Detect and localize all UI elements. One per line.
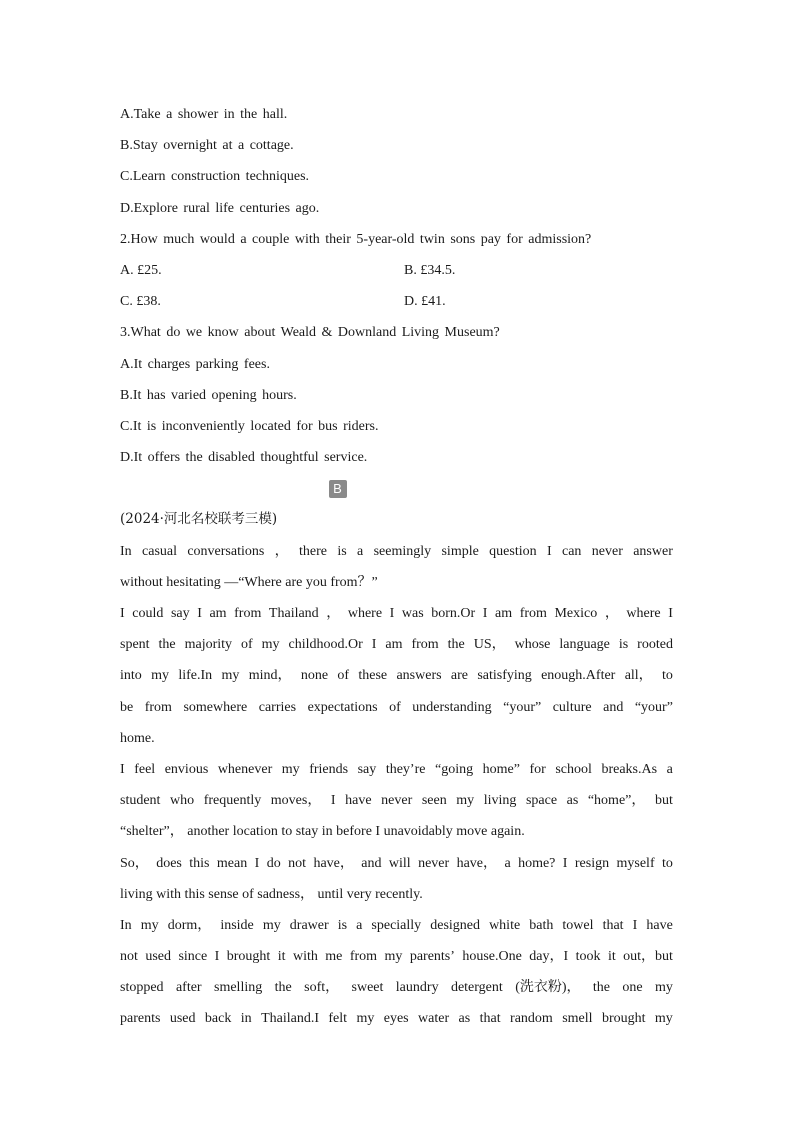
passage-word: water [418, 1011, 450, 1027]
passage-word: whenever [217, 761, 273, 777]
passage-word: answers [396, 668, 442, 684]
passage-word: say [357, 761, 377, 777]
passage-line [120, 598, 673, 629]
passage-word: one [622, 980, 643, 996]
passage-word: be [120, 699, 134, 715]
passage-word: after [175, 980, 202, 996]
passage-word: “home”， [587, 793, 646, 809]
passage-word: am [495, 606, 513, 621]
passage-word: for [529, 761, 546, 777]
passage-word: So， [120, 855, 149, 871]
passage-word: sweet [351, 980, 384, 996]
passage-word: can [561, 543, 582, 559]
passage-word: answer [633, 543, 673, 559]
passage-word: and [603, 699, 624, 715]
passage-word: all， [624, 668, 653, 684]
passage-word: I [371, 637, 377, 653]
q2-option-b: B. £34.5. [404, 262, 456, 278]
passage-word: myself [616, 855, 655, 871]
passage-word: space [525, 793, 558, 809]
passage-word: have， [313, 855, 354, 871]
passage-word: childhood.Or [288, 637, 363, 653]
passage-line: “shelter”， another location to stay in before I unavoidably move again. [120, 824, 525, 840]
passage-word: somewhere [183, 699, 248, 715]
passage-word: question [489, 543, 537, 559]
passage-word: (洗衣粉)， [515, 980, 581, 996]
passage-line: without hesitating —“Where are you from？” [120, 574, 378, 590]
passage-word: I [389, 606, 395, 621]
passage-word: from [411, 637, 439, 653]
passage-word: brought [601, 1011, 646, 1027]
passage-word: is [337, 917, 348, 933]
passage-word: white [489, 917, 521, 933]
passage-word: a [356, 917, 363, 933]
passage-word: me [325, 949, 343, 965]
passage-word: bath [529, 917, 554, 933]
passage-word: rooted [637, 637, 673, 653]
passage-word: say [170, 606, 190, 621]
passage-word: am [209, 606, 227, 621]
passage-word: do [266, 855, 281, 871]
passage-word: I [546, 543, 552, 559]
passage-word: my [281, 761, 300, 777]
passage-line [120, 1003, 673, 1034]
passage-word: enough.After [541, 668, 616, 684]
passage-line [120, 754, 673, 785]
passage-word: laundry [395, 980, 439, 996]
passage-word: house.One [462, 949, 522, 965]
passage-word: home? [518, 855, 556, 871]
passage-word: designed [430, 917, 480, 933]
q3-option-b: B.It has varied opening hours. [120, 387, 297, 403]
passage-word: language [559, 637, 610, 653]
passage-word: detergent [450, 980, 503, 996]
passage-word: to [662, 855, 673, 871]
passage-word: into [120, 668, 142, 684]
passage-word: of [241, 637, 253, 653]
passage-word: ， [274, 543, 289, 559]
passage-word: smell [562, 1011, 593, 1027]
passage-word: a [504, 855, 511, 871]
passage-word: seemingly [373, 543, 432, 559]
passage-line [120, 660, 673, 691]
passage-word: satisfying [477, 668, 532, 684]
passage-word: it [607, 949, 616, 965]
passage-word: have [646, 917, 673, 933]
passage-word: envious [164, 761, 209, 777]
passage-word: from [144, 699, 172, 715]
passage-word: seen [421, 793, 447, 809]
passage-word: In [120, 543, 132, 559]
passage-word: “your” [634, 699, 673, 715]
passage-word: my [456, 793, 475, 809]
passage-word: frequently [203, 793, 262, 809]
passage-word: from [349, 949, 378, 965]
passage-word: “going [435, 761, 474, 777]
passage-word: whose [514, 637, 551, 653]
passage-word: moves， [270, 793, 322, 809]
passage-word: not [120, 949, 138, 965]
passage-word: my [262, 917, 281, 933]
passage-word: my [655, 980, 673, 996]
passage-word: brought [226, 949, 271, 965]
passage-line [120, 692, 673, 723]
passage-word: ， [604, 606, 619, 621]
passage-word: from [519, 606, 547, 621]
passage-word: was [401, 606, 424, 621]
passage-word: day，I [529, 949, 569, 965]
q2-option-c: C. £38. [120, 294, 161, 310]
passage-word: with [292, 949, 318, 965]
passage-word: as [566, 793, 579, 809]
q2-option-a: A. £25. [120, 262, 162, 278]
q3-option-d: D.It offers the disabled thoughtful service. [120, 450, 368, 466]
passage-word: but [654, 793, 673, 809]
passage-word: casual [142, 543, 177, 559]
passage-word: used [145, 949, 171, 965]
passage-word: the [274, 980, 292, 996]
passage-word: smelling [214, 980, 263, 996]
passage-word: a [666, 761, 673, 777]
passage-word: I [330, 793, 336, 809]
passage-line [120, 785, 673, 816]
passage-word: they’re [385, 761, 426, 777]
document-page [120, 99, 673, 1035]
passage-word: parents [120, 1011, 161, 1027]
passage-line: living with this sense of sadness， until very recently. [120, 886, 423, 902]
passage-word: towel [562, 917, 594, 933]
passage-line [120, 536, 673, 567]
passage-word: feel [134, 761, 156, 777]
passage-word: from [234, 606, 262, 621]
passage-word: took [575, 949, 601, 965]
q2-option-d: D. £41. [404, 294, 446, 310]
passage-word: am [385, 637, 403, 653]
passage-word: could [132, 606, 164, 621]
passage-word: US， [473, 637, 506, 653]
passage-word: my [151, 668, 169, 684]
passage-word: none [300, 668, 329, 684]
q1-option-d: D.Explore rural life centuries ago. [120, 200, 320, 216]
passage-word: these [358, 668, 388, 684]
passage-word: used [169, 1011, 196, 1027]
passage-word: I [254, 855, 260, 871]
q3-option-c: C.It is inconveniently located for bus riders. [120, 418, 379, 434]
passage-word: understanding [412, 699, 492, 715]
passage-word: there [299, 543, 327, 559]
q2-stem: 2.How much would a couple with their 5-year-old twin sons pay for admission? [120, 231, 592, 247]
passage-word: never [418, 855, 450, 871]
passage-word: majority [184, 637, 233, 653]
passage-word: eyes [383, 1011, 409, 1027]
passage-word: a [357, 543, 364, 559]
passage-source: (2024·河北名校联考三模) [120, 511, 278, 528]
passage-word: out，but [623, 949, 673, 965]
passage-word: In [120, 917, 132, 933]
passage-word: it [277, 949, 286, 965]
passage-word: the [447, 637, 465, 653]
passage-word: Thailand [268, 606, 319, 621]
q1-option-a: A.Take a shower in the hall. [120, 107, 288, 122]
passage-word: breaks.As [601, 761, 658, 777]
passage-word: to [662, 668, 673, 684]
passage-word: the [592, 980, 611, 996]
passage-word: home” [482, 761, 520, 777]
passage-line: home. [120, 730, 155, 746]
passage-word: of [337, 668, 350, 684]
passage-word: where [347, 606, 383, 621]
passage-word: my [140, 917, 159, 933]
q1-option-c: C.Learn construction techniques. [120, 169, 310, 185]
passage-word: have， [456, 855, 498, 871]
passage-word: of [389, 699, 401, 715]
passage-word: my [356, 1011, 375, 1027]
passage-word: never [591, 543, 623, 559]
section-marker [120, 473, 673, 504]
passage-word: I [562, 855, 568, 871]
passage-word: Mexico [554, 606, 598, 621]
passage-word: school [555, 761, 592, 777]
passage-word: random [510, 1011, 553, 1027]
passage-word: that [479, 1011, 501, 1027]
passage-word: resign [574, 855, 610, 871]
passage-word: not [288, 855, 307, 871]
passage-word: carries [258, 699, 297, 715]
passage-word: are [450, 668, 468, 684]
passage-word: since [178, 949, 208, 965]
passage-word: is [618, 637, 629, 653]
passage-word: I [120, 761, 125, 777]
passage-word: my [261, 637, 280, 653]
passage-word: as [458, 1011, 471, 1027]
passage-word: who [170, 793, 195, 809]
passage-word: simple [441, 543, 479, 559]
passage-word: my [384, 949, 403, 965]
passage-word: friends [309, 761, 349, 777]
passage-word: mean [216, 855, 248, 871]
q3-stem: 3.What do we know about Weald & Downland Living Museum? [120, 325, 500, 341]
passage-word: Thailand.I [261, 1011, 319, 1027]
passage-word: that [602, 917, 624, 933]
q3-option-a: A.It charges parking fees. [120, 356, 270, 372]
passage-word: life.In [178, 668, 213, 684]
passage-word: parents’ [409, 949, 455, 965]
q2-options-row-2 [120, 286, 673, 317]
passage-word: will [388, 855, 411, 871]
passage-word: this [189, 855, 210, 871]
passage-word: back [204, 1011, 232, 1027]
passage-body [120, 536, 673, 1035]
passage-word: mind， [248, 668, 292, 684]
passage-word: inside [220, 917, 254, 933]
passage-word: student [120, 793, 161, 809]
passage-word: spent [120, 637, 150, 653]
passage-word: never [381, 793, 413, 809]
passage-line [120, 629, 673, 660]
passage-word: does [156, 855, 182, 871]
passage-word: soft， [304, 980, 340, 996]
passage-word: born.Or [431, 606, 476, 621]
passage-word: stopped [120, 980, 164, 996]
passage-word: specially [371, 917, 422, 933]
passage-word: expectations [307, 699, 378, 715]
passage-word: I [482, 606, 488, 621]
passage-word: I [197, 606, 202, 621]
passage-word: is [337, 543, 347, 559]
passage-word: have [345, 793, 372, 809]
passage-word: conversations [187, 543, 265, 559]
passage-word: dorm， [167, 917, 212, 933]
passage-line [120, 910, 673, 941]
passage-word: felt [328, 1011, 348, 1027]
passage-word: the [158, 637, 176, 653]
passage-word: living [483, 793, 517, 809]
passage-line [120, 972, 673, 1003]
passage-word: “your” [503, 699, 542, 715]
q1-option-b: B.Stay overnight at a cottage. [120, 138, 294, 154]
passage-word: and [361, 855, 382, 871]
passage-line [120, 848, 673, 879]
passage-word: culture [552, 699, 592, 715]
passage-word: where [626, 606, 661, 621]
passage-word: my [221, 668, 240, 684]
passage-word: in [240, 1011, 252, 1027]
passage-word: I [668, 606, 673, 621]
passage-word: my [654, 1011, 673, 1027]
passage-word: I [632, 917, 638, 933]
passage-word: drawer [289, 917, 329, 933]
section-badge: B [329, 480, 347, 498]
passage-word: I [120, 606, 125, 621]
passage-line [120, 941, 673, 972]
passage-word: I [214, 949, 220, 965]
passage-word: ， [326, 606, 341, 621]
q2-options-row-1 [120, 255, 673, 286]
